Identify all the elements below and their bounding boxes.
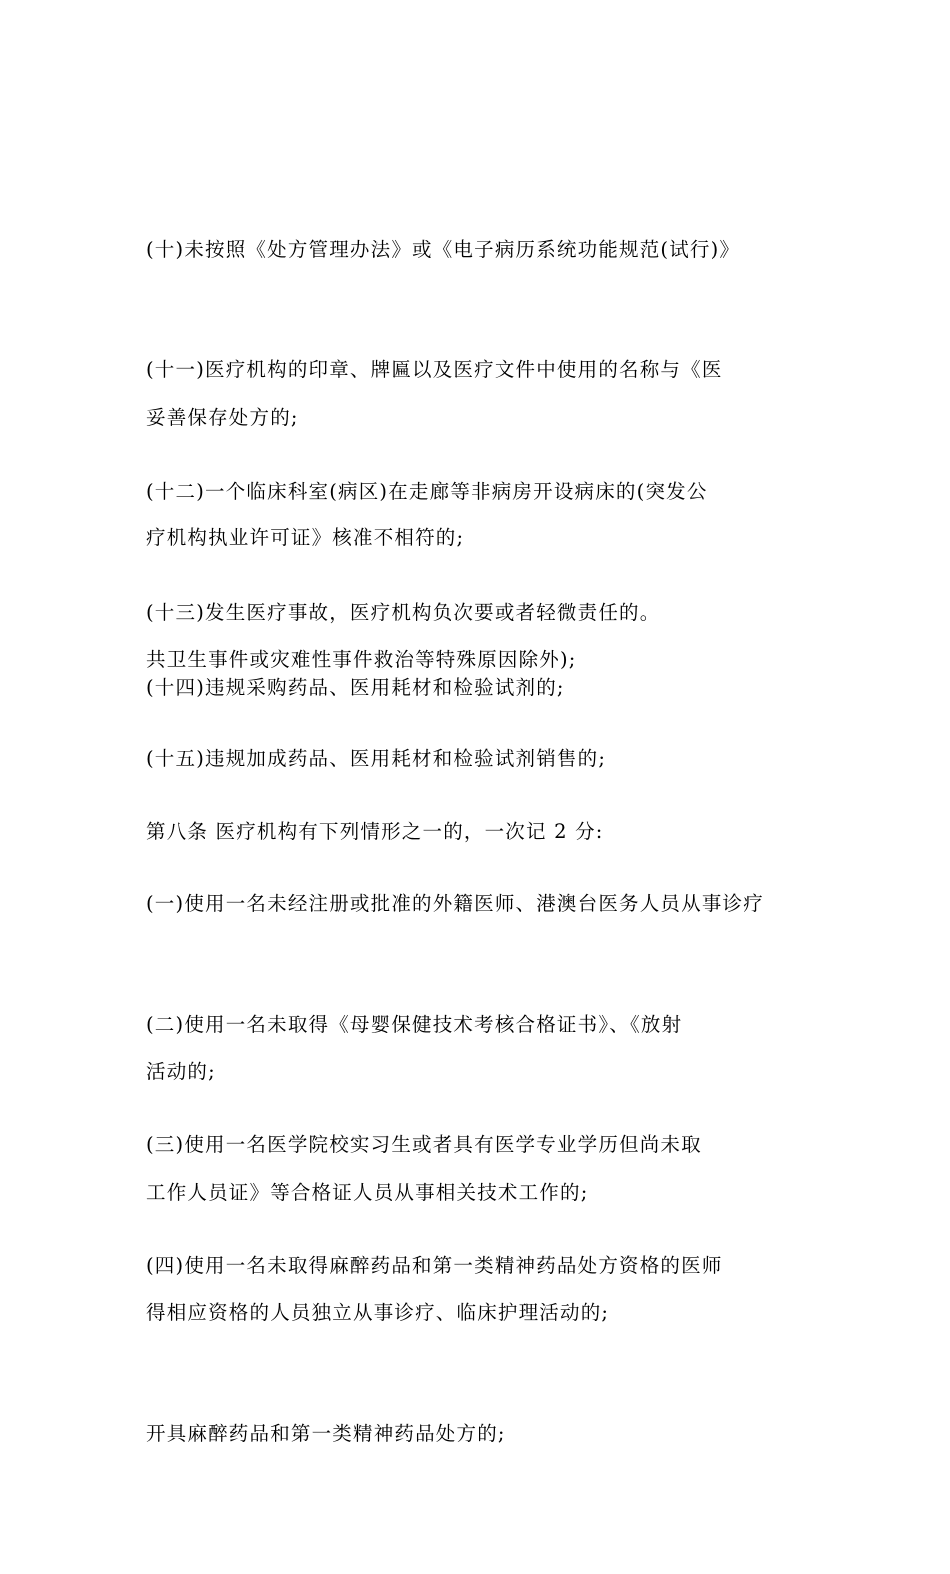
text-line: 开具麻醉药品和第一类精神药品处方的; [146,1422,506,1445]
text-line: 妥善保存处方的; [146,406,299,429]
text-line: (十一)医疗机构的印章、牌匾以及医疗文件中使用的名称与《医 [146,358,723,381]
text-line: 第八条 医疗机构有下列情形之一的，一次记 2 分: [146,820,604,843]
text-line: 得相应资格的人员独立从事诊疗、临床护理活动的; [146,1301,610,1324]
paragraph-item-4 [146,1126,816,1574]
text-line: 工作人员证》等合格证人员从事相关技术工作的; [146,1181,589,1204]
text-line: (三)使用一名医学院校实习生或者具有医学专业学历但尚未取 [146,1133,702,1156]
text-line: (十五)违规加成药品、医用耗材和检验试剂销售的; [146,747,607,770]
text-line: (四)使用一名未取得麻醉药品和第一类精神药品处方资格的医师 [146,1254,723,1277]
text-line: (十三)发生医疗事故，医疗机构负次要或者轻微责任的。 [146,601,661,624]
text-line: (二)使用一名未取得《母婴保健技术考核合格证书》、《放射 [146,1013,683,1036]
text-line: 疗机构执业许可证》核准不相符的; [146,526,465,549]
text-line: 共卫生事件或灾难性事件救治等特殊原因除外); [146,648,577,671]
text-line: (十四)违规采购药品、医用耗材和检验试剂的; [146,676,565,699]
text-line: (一)使用一名未经注册或批准的外籍医师、港澳台医务人员从事诊疗 [146,892,764,915]
text-line: 活动的; [146,1060,216,1083]
text-line: (十二)一个临床科室(病区)在走廊等非病房开设病床的(突发公 [146,480,708,503]
text-line: (十)未按照《处方管理办法》或《电子病历系统功能规范(试行)》 [146,238,741,261]
